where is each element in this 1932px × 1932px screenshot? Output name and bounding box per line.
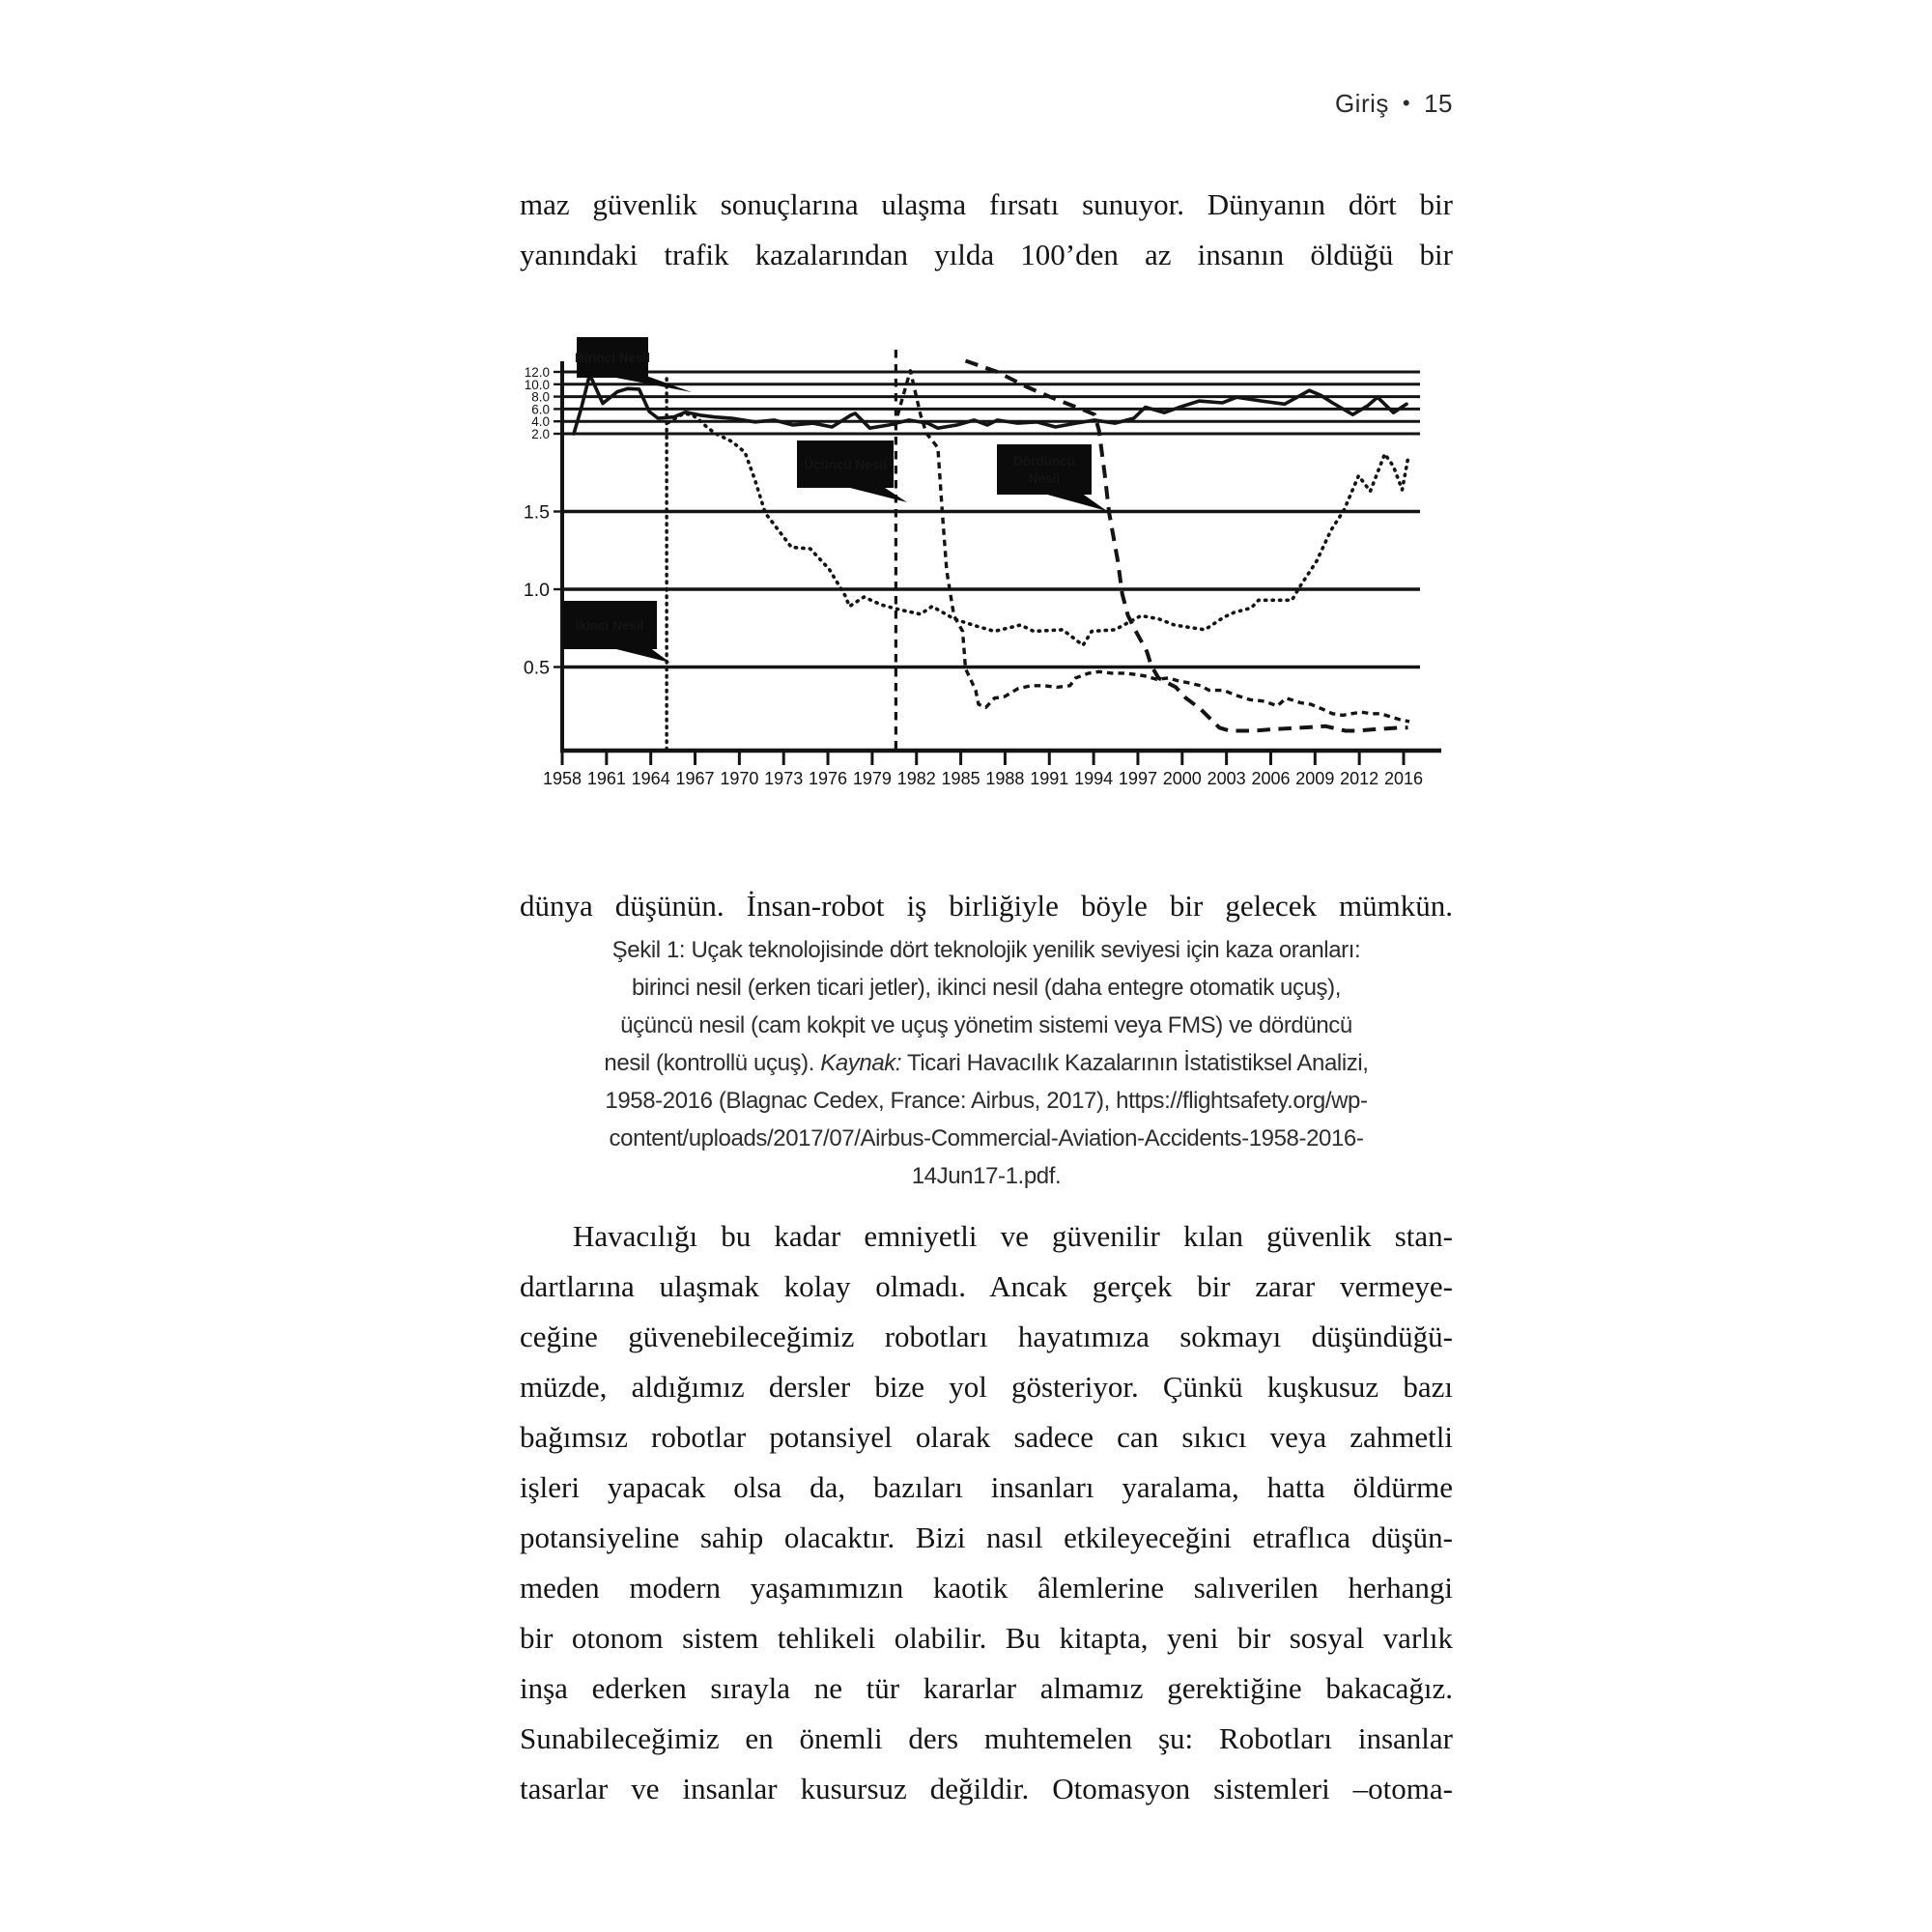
x-tick-label: 1973 xyxy=(764,769,804,788)
x-tick-label: 1958 xyxy=(542,769,582,788)
text-line: meden modern yaşamımızın kaotik âlemlerine salıverilen herhangi xyxy=(520,1571,1453,1605)
callout-label: İkinci Nesil xyxy=(575,618,644,633)
x-tick-label: 1967 xyxy=(675,769,715,788)
text-line: birinci nesil (erken ticari jetler), ikinci nesil (daha entegre otomatik uçuş), xyxy=(631,975,1342,1001)
x-tick-label: 1961 xyxy=(586,769,626,788)
callout-tail xyxy=(1040,493,1107,511)
text-line: bağımsız robotlar potansiyel olarak sadece can sıkıcı veya zahmetli xyxy=(520,1420,1453,1454)
text-line: potansiyeline sahip olacaktır. Bizi nasıl etkileyeceğini etraflıca düşün- xyxy=(520,1520,1453,1554)
figure-accident-rates xyxy=(522,327,1468,814)
text-line: 14Jun17-1.pdf. xyxy=(911,1163,1062,1189)
text-line: Havacılığı bu kadar emniyetli ve güvenilir kılan güvenlik stan- xyxy=(573,1219,1453,1253)
x-tick-label: 2012 xyxy=(1340,769,1379,788)
callout-label: Dördüncü xyxy=(1013,454,1075,469)
callout-box xyxy=(997,444,1092,495)
x-tick-label: 1985 xyxy=(941,769,980,788)
y-tick-label: 4.0 xyxy=(531,414,550,430)
x-tick-label: 1970 xyxy=(720,769,759,788)
x-tick-label: 2000 xyxy=(1162,769,1202,788)
figure-caption xyxy=(520,931,1453,1195)
paragraph-top xyxy=(520,180,1453,280)
x-tick-label: 1964 xyxy=(631,769,670,788)
callout-label: Nesil xyxy=(1028,471,1061,486)
text-line: tasarlar ve insanlar kusursuz değildir. Otomasyon sistemleri –otoma- xyxy=(520,1772,1453,1805)
x-tick-label: 2003 xyxy=(1207,769,1246,788)
x-tick-label: 1988 xyxy=(985,769,1025,788)
text-line: inşa ederken sırayla ne tür kararlar almamız gerektiğine bakacağız. xyxy=(520,1671,1453,1705)
text-line: ceğine güvenebileceğimiz robotları hayatımıza sokmayı düşündüğü- xyxy=(520,1320,1453,1353)
y-tick-label: 0.5 xyxy=(523,657,550,679)
callout-3 xyxy=(797,440,907,502)
text-line: content/uploads/2017/07/Airbus-Commercial-Aviation-Accidents-1958-2016- xyxy=(609,1125,1364,1151)
text-line: bir otonom sistem tehlikeli olabilir. Bu kitapta, yeni bir sosyal varlık xyxy=(520,1621,1453,1655)
y-tick-label: 1.0 xyxy=(523,580,550,601)
x-tick-label: 2006 xyxy=(1251,769,1291,788)
paragraph-mid xyxy=(520,881,1453,931)
x-tick-label: 1979 xyxy=(852,769,892,788)
text-line: Şekil 1: Uçak teknolojisinde dört teknolojik yenilik seviyesi için kaza oranları: xyxy=(611,937,1361,963)
y-tick-label: 12.0 xyxy=(524,365,550,380)
y-tick-label: 6.0 xyxy=(531,402,550,417)
text-line: işleri yapacak olsa da, bazıları insanları yaralama, hatta öldürme xyxy=(520,1470,1453,1504)
series-dashed xyxy=(895,371,1409,722)
callout-label: Birinci Nesil xyxy=(574,351,651,365)
text-line: Sunabileceğimiz en önemli ders muhtemelen şu: Robotları insanlar xyxy=(520,1721,1453,1755)
callout-tail xyxy=(609,647,670,663)
running-header xyxy=(520,89,1453,119)
text-line: dartlarına ulaşmak kolay olmadı. Ancak gerçek bir zarar vermeye- xyxy=(520,1269,1453,1303)
text-line: maz güvenlik sonuçlarına ulaşma fırsatı sunuyor. Dünyanın dört bir xyxy=(520,187,1453,221)
y-tick-label: 10.0 xyxy=(524,377,550,392)
callout-2 xyxy=(562,601,670,663)
text-line: müzde, aldığımız dersler bize yol gösteriyor. Çünkü kuşkusuz bazı xyxy=(520,1370,1453,1404)
section-title: Giriş xyxy=(1334,89,1389,118)
x-tick-label: 1976 xyxy=(809,769,848,788)
callout-label: Üçüncü Nesil xyxy=(804,457,887,472)
x-tick-label: 1991 xyxy=(1030,769,1069,788)
y-tick-label: 1.5 xyxy=(523,501,550,524)
text-line: üçüncü nesil (cam kokpit ve uçuş yönetim sistemi veya FMS) ve dördüncü xyxy=(620,1012,1352,1038)
y-tick-label: 8.0 xyxy=(531,389,550,405)
callout-4 xyxy=(997,444,1107,511)
x-tick-label: 1982 xyxy=(896,769,936,788)
x-tick-label: 1997 xyxy=(1118,769,1157,788)
series-longdash xyxy=(966,361,1408,731)
header-separator-dot: • xyxy=(1402,91,1411,115)
text-line: 1958-2016 (Blagnac Cedex, France: Airbus, 2017), https://flightsafety.org/wp- xyxy=(605,1088,1368,1114)
text-line: nesil (kontrollü uçuş). Kaynak: Ticari Havacılık Kazalarının İstatistiksel Analizi, xyxy=(604,1050,1369,1076)
x-tick-label: 2016 xyxy=(1383,769,1424,788)
text-line: dünya düşünün. İnsan-robot iş birliğiyle böyle bir gelecek mümkün. xyxy=(520,889,1453,923)
page-number: 15 xyxy=(1424,89,1453,118)
text-line: yanındaki trafik kazalarından yılda 100’den az insanın öldüğü bir xyxy=(520,238,1453,271)
x-tick-label: 2009 xyxy=(1295,769,1335,788)
paragraph-body xyxy=(520,1211,1453,1814)
y-tick-label: 2.0 xyxy=(531,427,550,441)
x-tick-label: 1994 xyxy=(1074,769,1114,788)
accident-chart-svg xyxy=(522,327,1468,814)
